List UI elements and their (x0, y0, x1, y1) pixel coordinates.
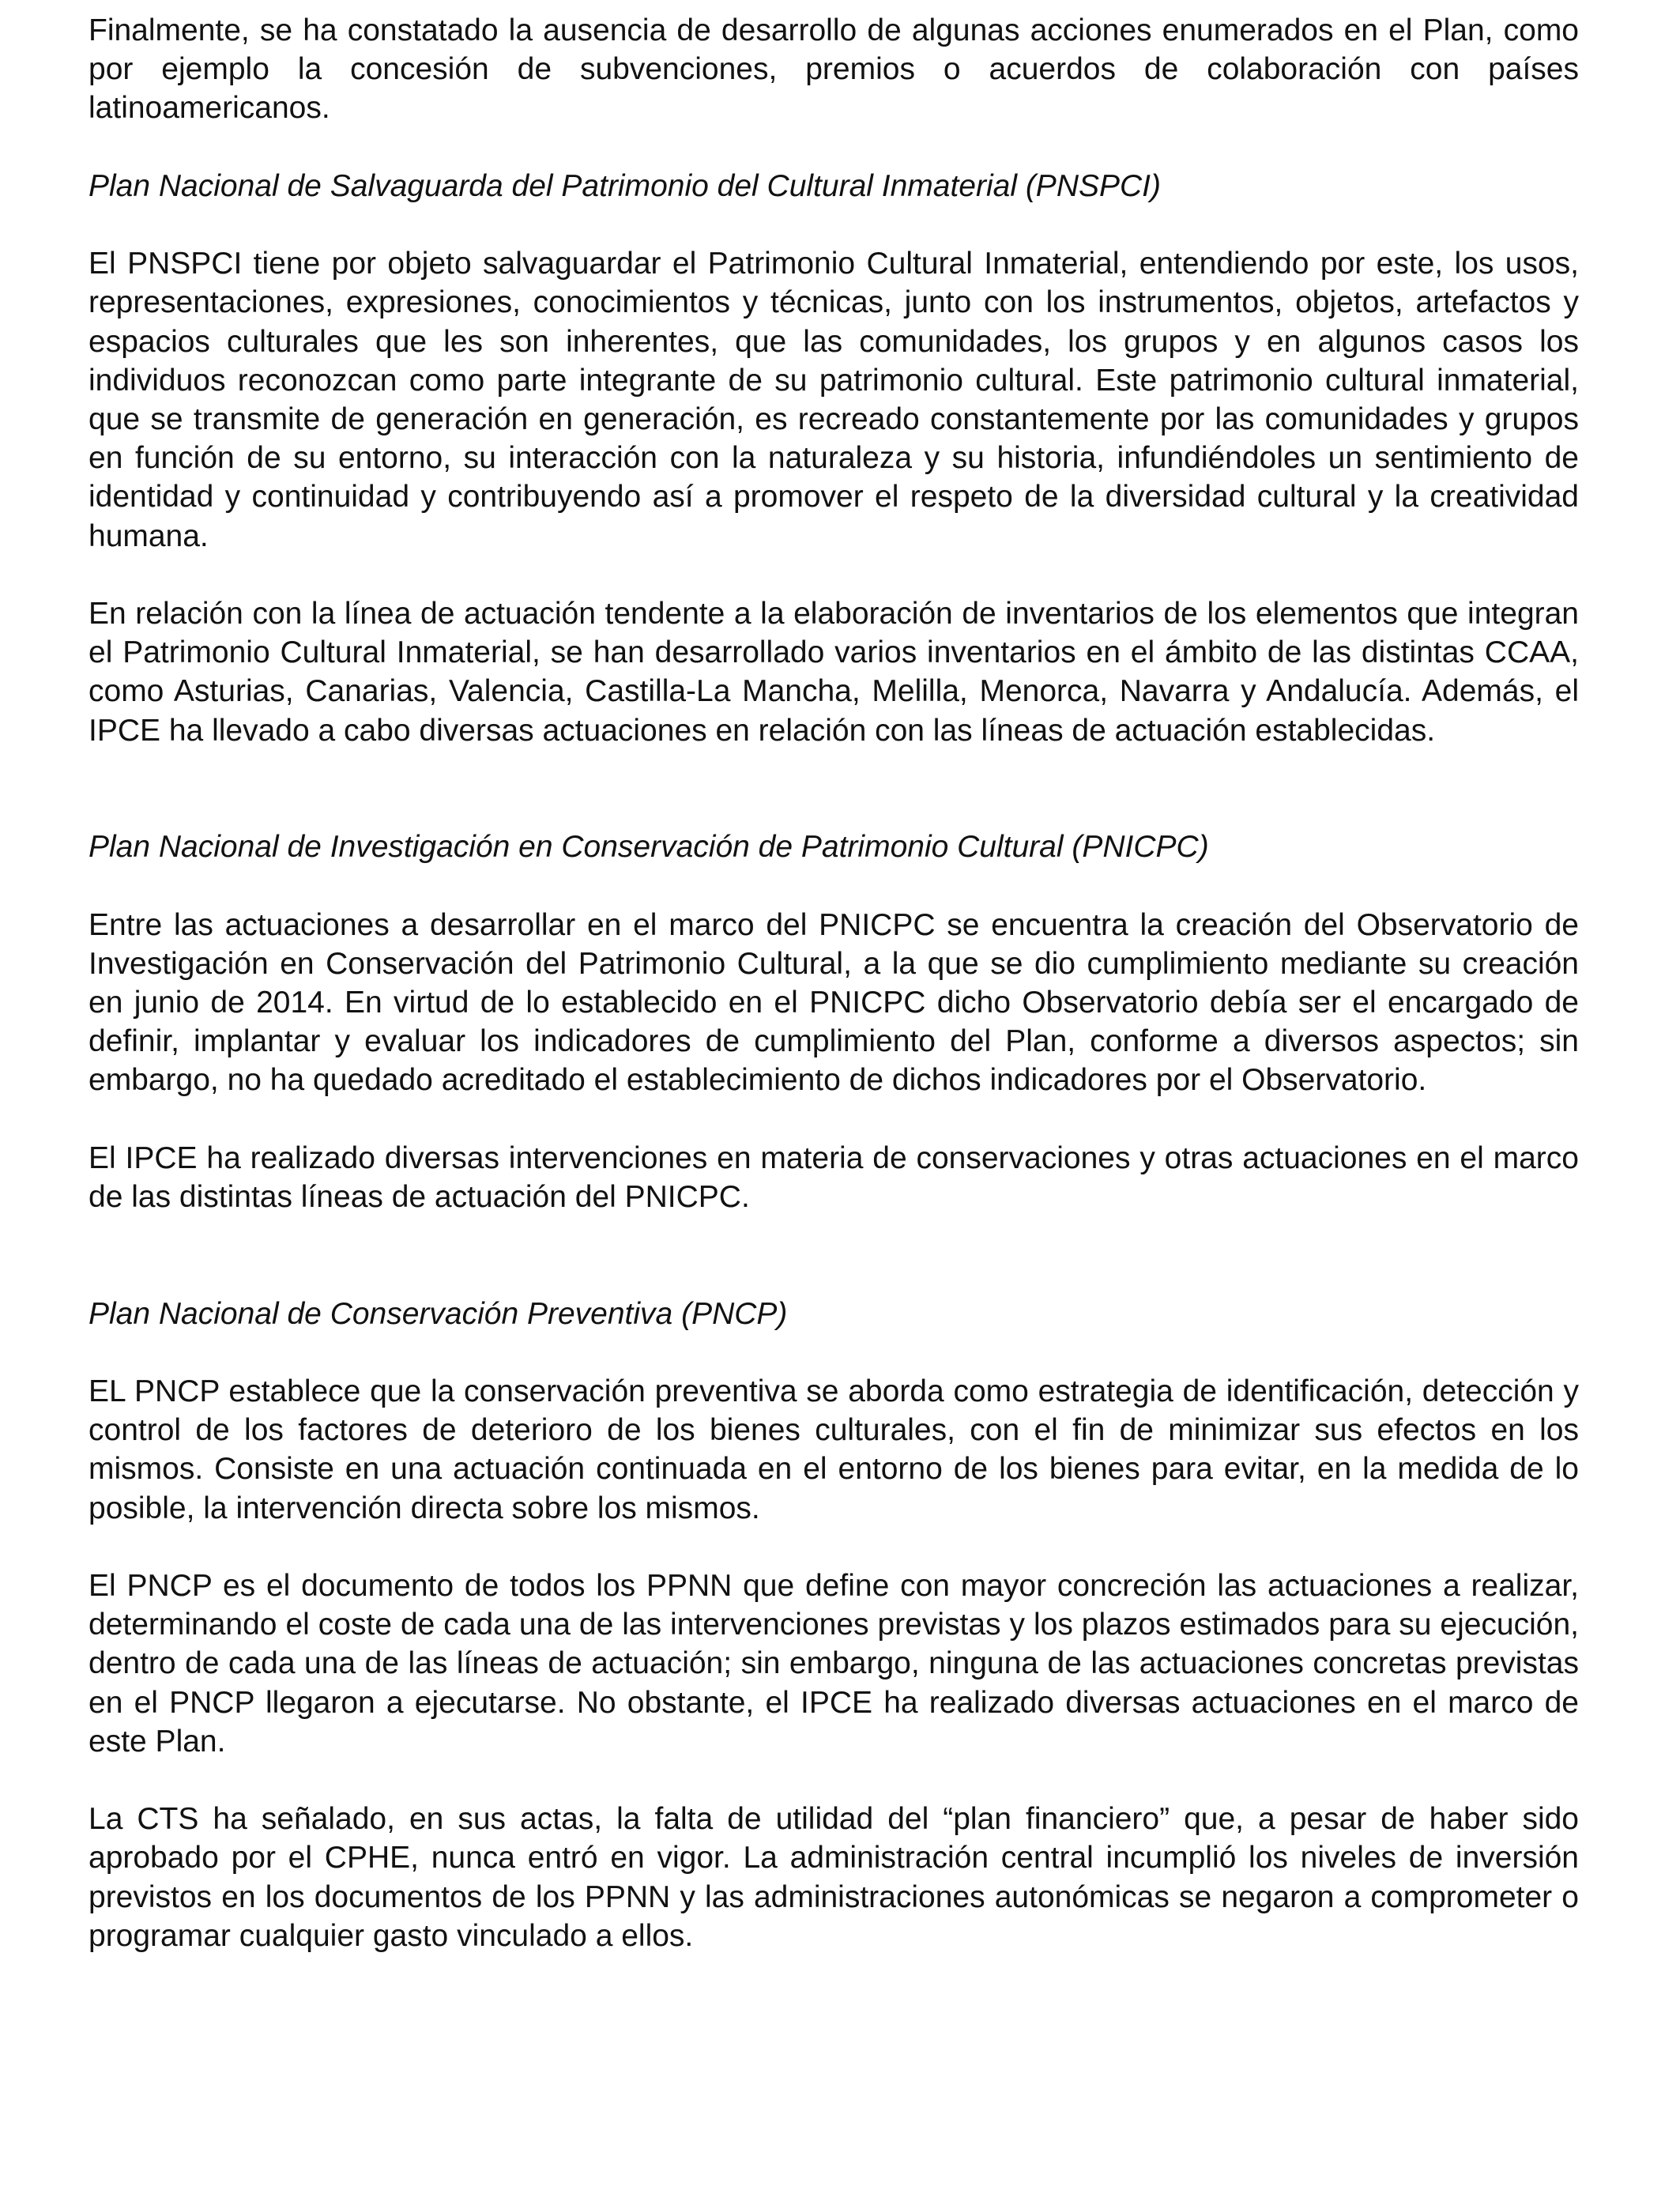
heading-pnspci: Plan Nacional de Salvaguarda del Patrimonio del Cultural Inmaterial (PNSPCI) (89, 168, 1162, 203)
document-page (89, 11, 1579, 1994)
heading-pncp: Plan Nacional de Conservación Preventiva (PNCP) (89, 1296, 788, 1331)
paragraph-pncp-estrategia: EL PNCP establece que la conservación preventiva se aborda como estrategia de identificación, detección y control de los factores de deterioro de los bienes culturales, con el fin de minimizar sus efectos en los mismos. Consiste en una actuación continuada en el entorno de los bienes para evitar, en la medida de lo posible, la intervención directa sobre los mismos. (89, 1374, 1579, 1525)
paragraph-pnicpc-ipce: El IPCE ha realizado diversas intervenciones en materia de conservaciones y otras actuaciones en el marco de las distintas líneas de actuación del PNICPC. (89, 1140, 1579, 1214)
paragraph-pnspci-inventarios: En relación con la línea de actuación tendente a la elaboración de inventarios de los elementos que integran el Patrimonio Cultural Inmaterial, se han desarrollado varios inventarios en el ámbito de las distintas CCAA, como Asturias, Canarias, Valencia, Castilla-La Mancha, Melilla, Menorca, Navarra y Andalucía. Además, el IPCE ha llevado a cabo diversas actuaciones en relación con las líneas de actuación establecidas. (89, 597, 1579, 748)
heading-pnicpc: Plan Nacional de Investigación en Conservación de Patrimonio Cultural (PNICPC) (89, 830, 1209, 865)
paragraph-pnspci-objeto: El PNSPCI tiene por objeto salvaguardar el Patrimonio Cultural Inmaterial, entendiendo por este, los usos, representaciones, expresiones, conocimientos y técnicas, junto con los instrumentos, objetos, artefactos y espacios culturales que les son inherentes, que las comunidades, los grupos y en algunos casos los individuos reconozcan como parte integrante de su patrimonio cultural. Este patrimonio cultural inmaterial, que se transmite de generación en generación, es recreado constantemente por las comunidades y grupos en función de su entorno, su interacción con la naturaleza y su historia, infundiéndoles un sentimiento de identidad y continuidad y contribuyendo así a promover el respeto de la diversidad cultural y la creatividad humana. (89, 247, 1579, 553)
paragraph-pnicpc-observatorio: Entre las actuaciones a desarrollar en el marco del PNICPC se encuentra la creación del Observatorio de Investigación en Conservación del Patrimonio Cultural, a la que se dio cumplimiento mediante su creación en junio de 2014. En virtud de lo establecido en el PNICPC dicho Observatorio debía ser el encargado de definir, implantar y evaluar los indicadores de cumplimiento del Plan, conforme a diversos aspectos; sin embargo, no ha quedado acreditado el establecimiento de dichos indicadores por el Observatorio. (89, 907, 1579, 1098)
section-spacer (89, 1255, 1579, 1294)
paragraph-intro-finalmente: Finalmente, se ha constatado la ausencia de desarrollo de algunas acciones enumerados en el Plan, como por ejemplo la concesión de subvenciones, premios o acuerdos de colaboración con países latinoamericanos. (89, 13, 1579, 126)
paragraph-cts-plan-financiero: La CTS ha señalado, en sus actas, la falta de utilidad del “plan financiero” que, a pesar de haber sido aprobado por el CPHE, nunca entró en vigor. La administración central incumplió los niveles de inversión previstos en los documentos de los PPNN y las administraciones autonómicas se negaron a comprometer o programar cualquier gasto vinculado a ellos. (89, 1802, 1579, 1953)
paragraph-pncp-documento: El PNCP es el documento de todos los PPNN que define con mayor concreción las actuaciones a realizar, determinando el coste de cada una de las intervenciones previstas y los plazos estimados para su ejecución, dentro de cada una de las líneas de actuación; sin embargo, ninguna de las actuaciones concretas previstas en el PNCP llegaron a ejecutarse. No obstante, el IPCE ha realizado diversas actuaciones en el marco de este Plan. (89, 1568, 1579, 1759)
section-spacer (89, 789, 1579, 827)
